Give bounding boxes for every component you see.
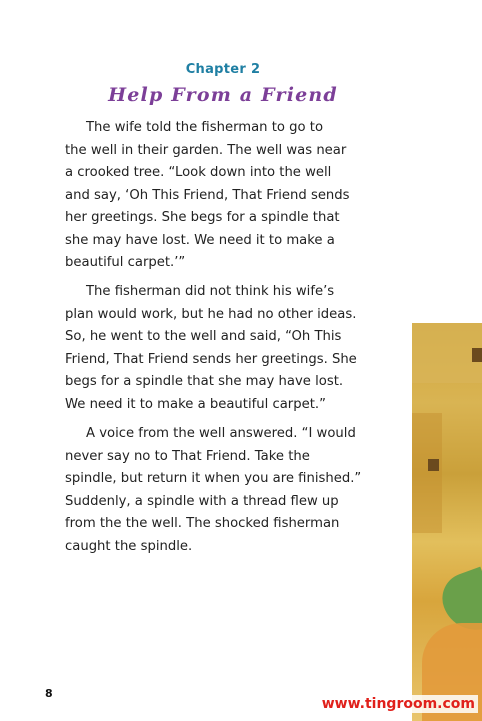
paragraph-line: spindle, but return it when you are finished.”	[65, 471, 362, 486]
paragraph-line: So, he went to the well and said, “Oh This	[65, 329, 342, 344]
paragraph-line: a crooked tree. “Look down into the well	[65, 165, 332, 180]
illustration-shadow	[412, 413, 442, 533]
paragraph-line: her greetings. She begs for a spindle that	[65, 210, 340, 225]
paragraph-line: The fisherman did not think his wife’s	[86, 284, 335, 299]
watermark: www.tingroom.com	[319, 695, 478, 713]
paragraph-line: never say no to That Friend. Take the	[65, 448, 310, 464]
paragraph-line: she may have lost. We need it to make a	[65, 232, 335, 248]
paragraph-line: Friend, That Friend sends her greetings. She	[65, 351, 357, 367]
paragraph-line: We need it to make a beautiful carpet.”	[65, 396, 326, 412]
paragraph-line: beautiful carpet.’”	[65, 255, 186, 270]
paragraph-line: caught the spindle.	[65, 538, 193, 554]
paragraph-line: the well in their garden. The well was near	[65, 142, 347, 158]
paragraph-line: Suddenly, a spindle with a thread flew up	[65, 493, 339, 509]
paragraph-1	[65, 117, 385, 275]
paragraph-line: plan would work, but he had no other ideas.	[65, 306, 357, 322]
paragraph-line: from the the well. The shocked fisherman	[65, 516, 340, 531]
illustration-dark-square	[428, 459, 439, 471]
paragraph-line: begs for a spindle that she may have lost.	[65, 374, 344, 389]
paragraph-3	[65, 423, 385, 558]
page-number: 8	[45, 687, 53, 700]
paragraph-line: and say, ‘Oh This Friend, That Friend sends	[65, 187, 350, 203]
chapter-title: Help From a Friend	[108, 84, 338, 106]
illustration-dark-square	[472, 348, 482, 362]
chapter-label: Chapter 2	[185, 62, 261, 77]
paragraph-2	[65, 281, 385, 416]
paragraph-line: The wife told the fisherman to go to	[86, 120, 324, 135]
paragraph-line: A voice from the well answered. “I would	[86, 426, 356, 441]
story-illustration	[412, 323, 482, 721]
